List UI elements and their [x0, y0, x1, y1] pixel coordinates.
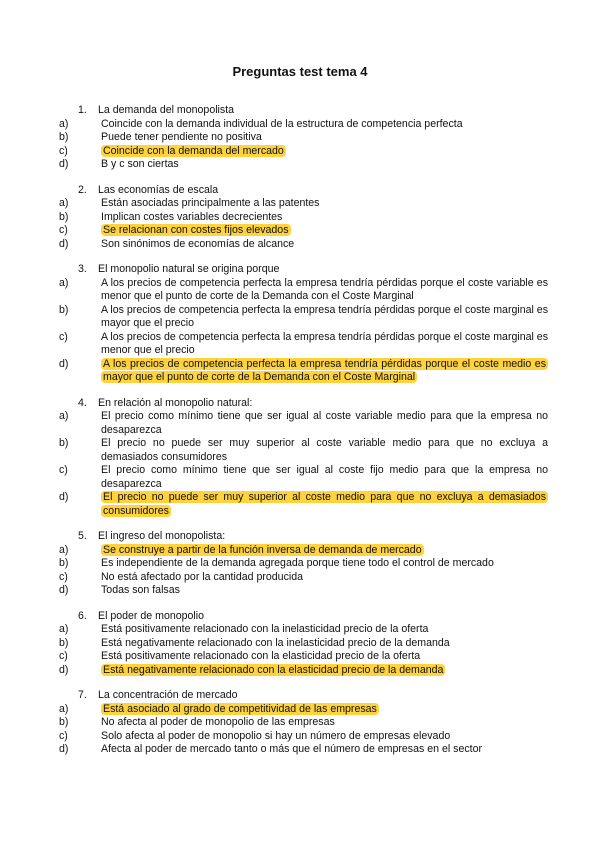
option-item [59, 197, 548, 211]
option-letter: d) [59, 357, 69, 370]
option-list [59, 197, 548, 251]
question-list [59, 104, 548, 769]
option-letter: b) [59, 303, 69, 316]
option-item [59, 210, 548, 225]
option-item [59, 224, 548, 238]
option-item [59, 729, 548, 744]
option-list [59, 276, 548, 385]
question-heading [78, 104, 548, 118]
option-letter: b) [59, 716, 69, 728]
option-text: Está positivamente relacionado con la inelasticidad precio de la oferta [101, 623, 429, 635]
correct-answer-highlight: El precio no puede ser muy superior al coste medio para que no excluya a demasiados consumidores [103, 491, 546, 517]
option-text: Solo afecta al poder de monopolio si hay un número de empresas elevado [101, 729, 451, 742]
question-2 [59, 183, 548, 252]
question-text: Las economías de escala [98, 183, 219, 196]
correct-answer-highlight: Coincide con la demanda del mercado [103, 144, 284, 157]
question-number: 5. [78, 530, 87, 542]
option-item [59, 623, 548, 637]
option-item [59, 636, 548, 651]
option-list [59, 702, 548, 757]
question-number: 1. [78, 104, 87, 116]
question-text: En relación al monopolio natural: [98, 396, 253, 409]
option-letter: b) [59, 437, 69, 449]
option-item [59, 158, 548, 172]
option-letter: d) [59, 237, 69, 250]
option-letter: d) [59, 491, 69, 503]
option-letter: d) [59, 743, 69, 755]
option-text: Todas son falsas [101, 584, 180, 596]
option-letter: c) [59, 570, 68, 583]
question-number: 3. [78, 263, 87, 275]
option-letter: a) [59, 543, 69, 556]
question-number: 7. [78, 689, 87, 701]
option-item [59, 303, 548, 331]
option-item [59, 357, 548, 385]
option-text: El precio no puede ser muy superior al coste variable medio para que no excluya a demasiados consumidores [101, 437, 548, 463]
option-item [59, 584, 548, 598]
page-title: Preguntas test tema 4 [232, 64, 368, 79]
option-text: B y c son ciertas [101, 158, 179, 170]
question-text: El monopolio natural se origina porque [98, 263, 280, 275]
question-number: 4. [78, 396, 87, 409]
option-item [59, 464, 548, 491]
question-5 [59, 530, 548, 598]
option-text: No afecta al poder de monopolio de las empresas [101, 716, 335, 728]
option-letter: b) [59, 210, 69, 223]
option-text: Es independiente de la demanda agregada porque tiene todo el control de mercado [101, 557, 494, 569]
option-item [59, 716, 548, 730]
question-heading [78, 263, 548, 277]
option-text: A los precios de competencia perfecta la empresa tendría pérdidas porque el coste marginal es menor que el precio [101, 330, 548, 356]
question-text: El ingreso del monopolista: [98, 530, 226, 542]
correct-answer-highlight: Se relacionan con costes fijos elevados [103, 224, 289, 236]
question-text: El poder de monopolio [98, 609, 205, 622]
question-7 [59, 689, 548, 757]
option-letter: c) [59, 729, 68, 742]
option-item [59, 276, 548, 304]
option-letter: c) [59, 330, 68, 343]
option-letter: c) [59, 224, 68, 236]
option-item [59, 650, 548, 664]
option-letter: a) [59, 410, 69, 422]
option-text: A los precios de competencia perfecta la empresa tendría pérdidas porque el coste variable es menor que el punto de corte de la Demanda con el Coste Marginal [101, 276, 548, 302]
option-list [59, 543, 548, 598]
option-item [59, 702, 548, 717]
option-letter: b) [59, 131, 69, 143]
question-number: 2. [78, 183, 87, 196]
option-text: Está positivamente relacionado con la elasticidad precio de la oferta [101, 650, 421, 662]
option-item [59, 144, 548, 159]
question-6 [59, 609, 548, 678]
question-1 [59, 104, 548, 172]
option-item [59, 543, 548, 558]
question-number: 6. [78, 609, 87, 622]
correct-answer-highlight: Está asociado al grado de competitividad de las empresas [103, 702, 377, 715]
option-text: Puede tener pendiente no positiva [101, 131, 262, 143]
option-letter: a) [59, 117, 69, 130]
option-item [59, 491, 548, 518]
option-item [59, 117, 548, 132]
option-item [59, 330, 548, 358]
correct-answer-highlight: Se construye a partir de la función inversa de demanda de mercado [103, 543, 422, 556]
question-text: La concentración de mercado [98, 689, 238, 701]
correct-answer-highlight: Está negativamente relacionado con la elasticidad precio de la demanda [103, 663, 444, 676]
option-letter: d) [59, 158, 69, 170]
option-item [59, 570, 548, 585]
question-heading [78, 610, 548, 624]
question-text: La demanda del monopolista [98, 104, 235, 116]
option-item [59, 131, 548, 145]
question-3 [59, 263, 548, 385]
option-letter: a) [59, 702, 69, 715]
option-text: A los precios de competencia perfecta la empresa tendría pérdidas porque el coste marginal es mayor que el precio [101, 303, 548, 329]
option-letter: c) [59, 464, 68, 476]
option-letter: a) [59, 623, 69, 635]
option-letter: d) [59, 584, 69, 596]
option-letter: d) [59, 663, 69, 676]
option-text: El precio como mínimo tiene que ser igual al coste fijo medio para que la empresa no desaparezca [101, 464, 548, 490]
question-heading [78, 689, 548, 703]
option-text: Son sinónimos de economías de alcance [101, 237, 295, 250]
option-item [59, 410, 548, 437]
question-heading [78, 397, 548, 411]
question-heading [78, 184, 548, 198]
option-text: Coincide con la demanda individual de la estructura de competencia perfecta [101, 117, 463, 130]
option-letter: b) [59, 636, 69, 649]
question-4 [59, 396, 548, 519]
option-text: Están asociadas principalmente a las patentes [101, 197, 320, 209]
option-text: Implican costes variables decrecientes [101, 210, 283, 223]
option-text: El precio como mínimo tiene que ser igual al coste variable medio para que la empresa no desaparezca [101, 410, 548, 436]
option-letter: a) [59, 276, 69, 289]
option-letter: c) [59, 144, 68, 157]
option-item [59, 663, 548, 678]
option-item [59, 557, 548, 571]
option-text: Afecta al poder de mercado tanto o más que el número de empresas en el sector [101, 743, 483, 755]
option-item [59, 437, 548, 464]
option-list [59, 623, 548, 677]
option-list [59, 410, 548, 518]
option-text: No está afectado por la cantidad producida [101, 570, 304, 583]
option-letter: a) [59, 197, 69, 209]
correct-answer-highlight: A los precios de competencia perfecta la empresa tendría pérdidas porque el coste medio es mayor que el punto de corte de la Demanda con el Coste Marginal [103, 357, 546, 383]
option-list [59, 117, 548, 172]
option-item [59, 237, 548, 252]
question-heading [78, 530, 548, 544]
option-item [59, 743, 548, 757]
option-text: Está negativamente relacionado con la inelasticidad precio de la demanda [101, 636, 450, 649]
option-letter: c) [59, 650, 68, 662]
option-letter: b) [59, 557, 69, 569]
